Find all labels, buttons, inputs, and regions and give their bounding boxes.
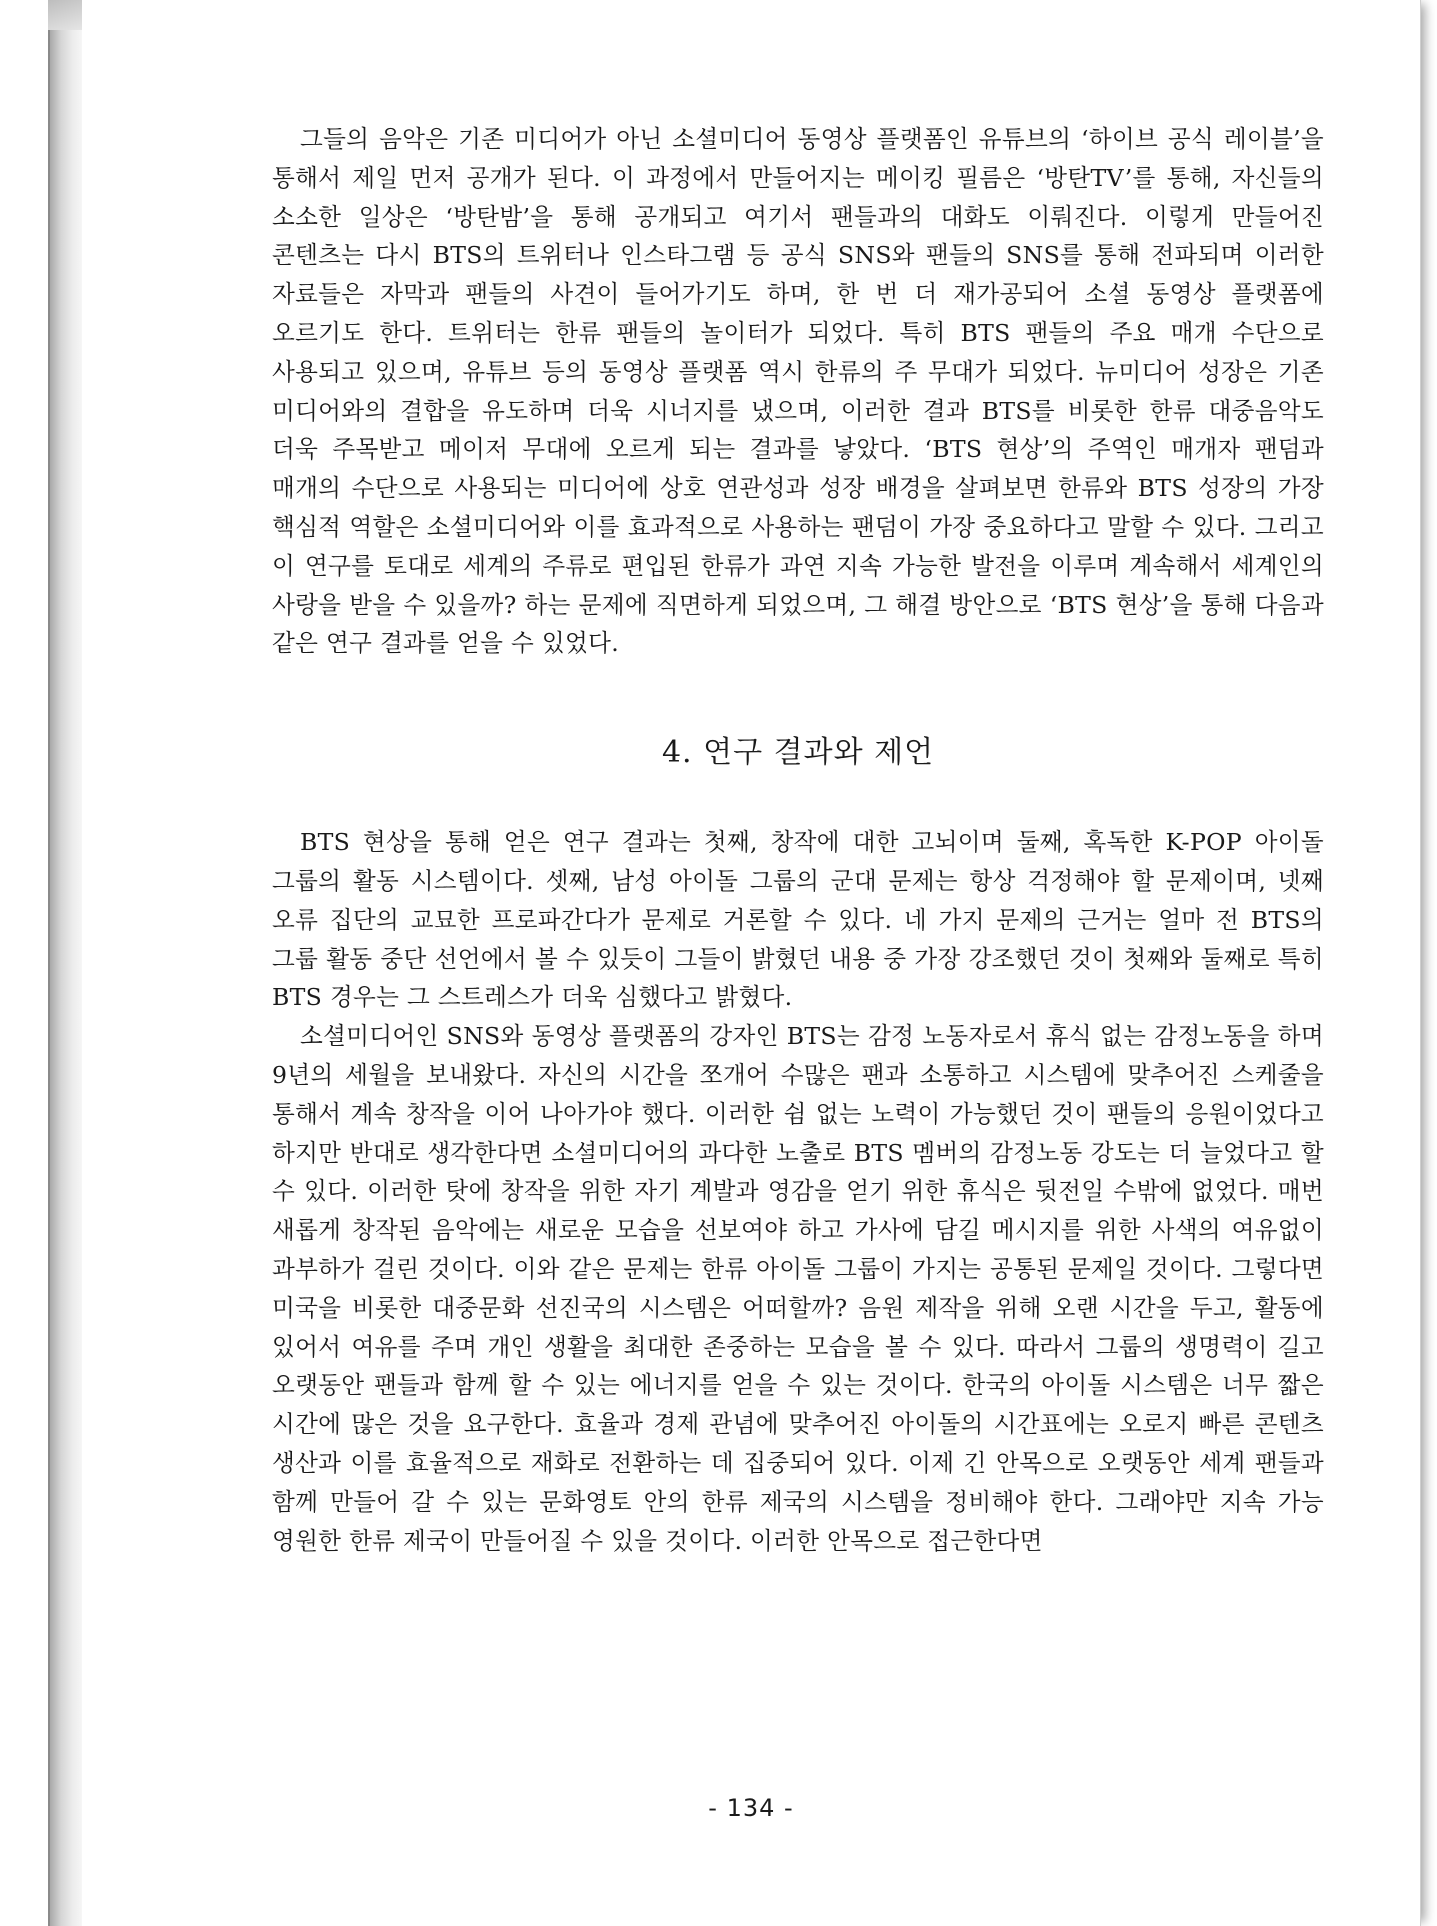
paragraph-discussion: 소셜미디어인 SNS와 동영상 플랫폼의 강자인 BTS는 감정 노동자로서 휴식 없는 감정노동을 하며 9년의 세월을 보내왔다. 자신의 시간을 쪼개어 수많은 팬과 소통하고 시스템에 맞추어진 스케줄을 통해서 계속 창작을 이어 나아가야 했다. 이러한 쉼 없는 노력이 가능했던 것이 팬들의 응원이었다고 하지만 반대로 생각한다면 소셜미디어의 과다한 노출로 BTS 멤버의 감정노동 강도는 더 늘었다고 할 수 있다. 이러한 탓에 창작을 위한 자기 계발과 영감을 얻기 위한 휴식은 뒷전일 수밖에 없었다. 매번 새롭게 창작된 음악에는 새로운 모습을 선보여야 하고 가사에 담길 메시지를 위한 사색의 여유없이 과부하가 걸린 것이다. 이와 같은 문제는 한류 아이돌 그룹이 가지는 공통된 문제일 것이다. 그렇다면 미국을 비롯한 대중문화 선진국의 시스템은 어떠할까? 음원 제작을 위해 오랜 시간을 두고, 활동에 있어서 여유를 주며 개인 생활을 최대한 존중하는 모습을 볼 수 있다. 따라서 그룹의 생명력이 길고 오랫동안 팬들과 함께 할 수 있는 에너지를 얻을 수 있는 것이다. 한국의 아이돌 시스템은 너무 짧은 시간에 많은 것을 요구한다. 효율과 경제 관념에 맞추어진 아이돌의 시간표에는 오로지 빠른 콘텐츠 생산과 이를 효율적으로 재화로 전환하는 데 집중되어 있다. 이제 긴 안목으로 오랫동안 세계 팬들과 함께 만들어 갈 수 있는 문화영토 안의 한류 제국의 시스템을 정비해야 한다. 그래야만 지속 가능 영원한 한류 제국이 만들어질 수 있을 것이다. 이러한 안목으로 접근한다면 [272, 1022, 1324, 1555]
book-edge [48, 0, 82, 1926]
book-edge-corner [48, 0, 84, 30]
page-content [272, 120, 1324, 1560]
paragraph-intro: 그들의 음악은 기존 미디어가 아닌 소셜미디어 동영상 플랫폼인 유튜브의 ‘하이브 공식 레이블’을 통해서 제일 먼저 공개가 된다. 이 과정에서 만들어지는 메이킹 필름은 ‘방탄TV’를 통해, 자신들의 소소한 일상은 ‘방탄밤’을 통해 공개되고 여기서 팬들과의 대화도 이뤄진다. 이렇게 만들어진 콘텐츠는 다시 BTS의 트위터나 인스타그램 등 공식 SNS와 팬들의 SNS를 통해 전파되며 이러한 자료들은 자막과 팬들의 사견이 들어가기도 하며, 한 번 더 재가공되어 소셜 동영상 플랫폼에 오르기도 한다. 트위터는 한류 팬들의 놀이터가 되었다. 특히 BTS 팬들의 주요 매개 수단으로 사용되고 있으며, 유튜브 등의 동영상 플랫폼 역시 한류의 주 무대가 되었다. 뉴미디어 성장은 기존 미디어와의 결합을 유도하며 더욱 시너지를 냈으며, 이러한 결과 BTS를 비롯한 한류 대중음악도 더욱 주목받고 메이저 무대에 오르게 되는 결과를 낳았다. ‘BTS 현상’의 주역인 매개자 팬덤과 매개의 수단으로 사용되는 미디어에 상호 연관성과 성장 배경을 살펴보면 한류와 BTS 성장의 가장 핵심적 역할은 소셜미디어와 이를 효과적으로 사용하는 팬덤이 가장 중요하다고 말할 수 있다. 그리고 이 연구를 토대로 세계의 주류로 편입된 한류가 과연 지속 가능한 발전을 이루며 계속해서 세계인의 사랑을 받을 수 있을까? 하는 문제에 직면하게 되었으며, 그 해결 방안으로 ‘BTS 현상’을 통해 다음과 같은 연구 결과를 얻을 수 있었다. [272, 125, 1324, 658]
page-number: - 134 - [708, 1794, 794, 1822]
section-heading: 4. 연구 결과와 제언 [661, 735, 935, 771]
paragraph-results: BTS 현상을 통해 얻은 연구 결과는 첫째, 창작에 대한 고뇌이며 둘째, 혹독한 K-POP 아이돌 그룹의 활동 시스템이다. 셋째, 남성 아이돌 그룹의 군대 문제는 항상 걱정해야 할 문제이며, 넷째 오류 집단의 교묘한 프로파간다가 문제로 거론할 수 있다. 네 가지 문제의 근거는 얼마 전 BTS의 그룹 활동 중단 선언에서 볼 수 있듯이 그들이 밝혔던 내용 중 가장 강조했던 것이 첫째와 둘째로 특히 BTS 경우는 그 스트레스가 더욱 심했다고 밝혔다. [272, 828, 1324, 1012]
document-page [82, 0, 1421, 1926]
